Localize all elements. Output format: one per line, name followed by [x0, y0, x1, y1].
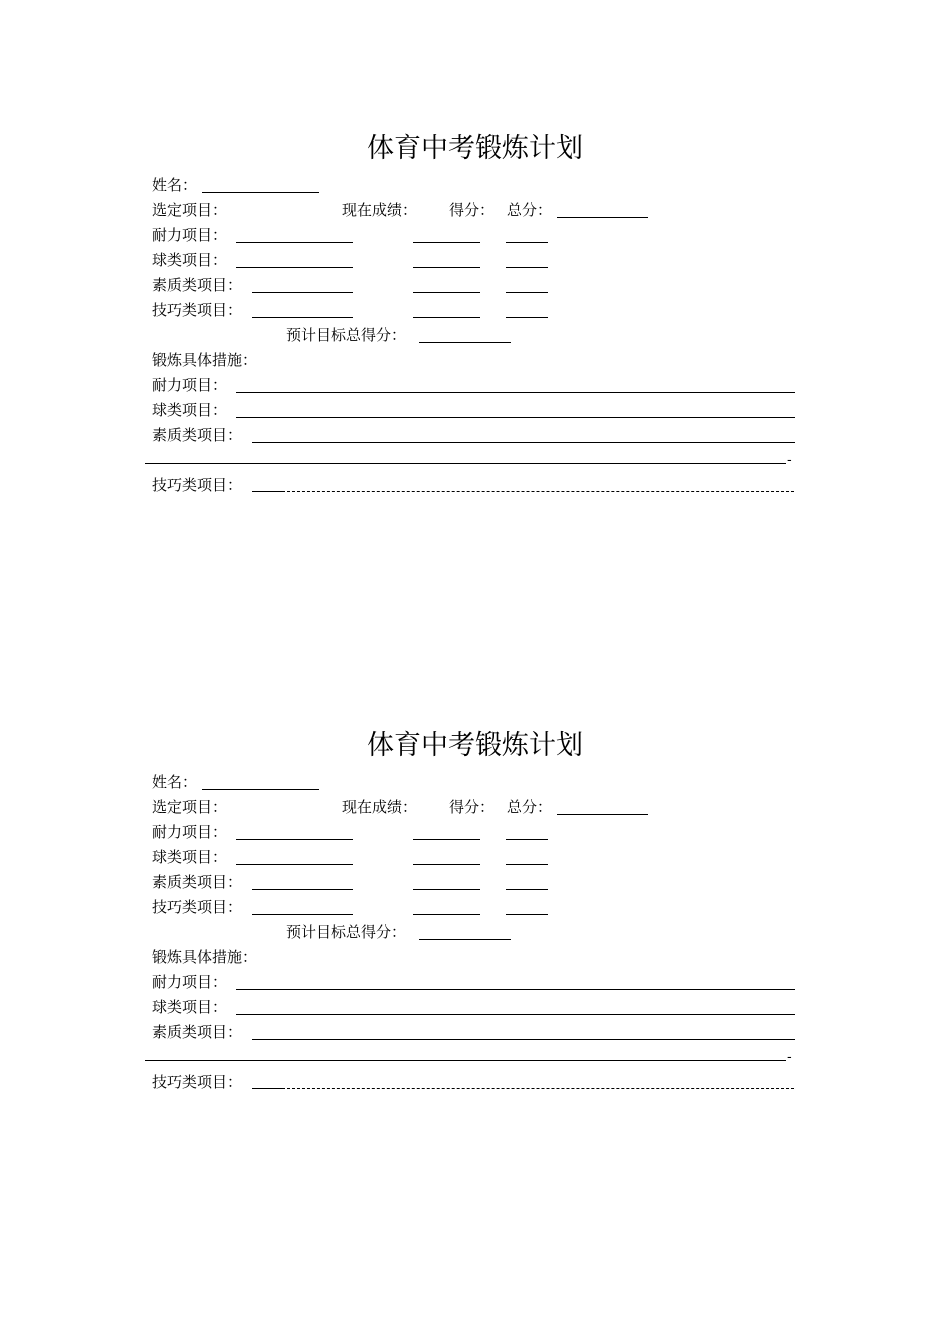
- ball-points-blank[interactable]: [506, 864, 548, 865]
- endurance-blank[interactable]: [236, 242, 353, 243]
- ball-label: 球类项目：: [152, 848, 228, 866]
- ball-blank[interactable]: [236, 864, 353, 865]
- endurance-label: 耐力项目：: [152, 823, 228, 841]
- name-label: 姓名：: [152, 176, 198, 194]
- plan-form-1: [0, 130, 950, 550]
- endurance-label: 耐力项目：: [152, 226, 228, 244]
- points-label: 得分：: [449, 798, 495, 816]
- ball-current-blank[interactable]: [413, 864, 480, 865]
- measure-skill-label: 技巧类项目：: [152, 476, 243, 494]
- plan-form-2: [0, 727, 950, 1147]
- measure-ball-label: 球类项目：: [152, 401, 228, 419]
- measure-endurance-blank[interactable]: [236, 392, 795, 393]
- skill-points-blank[interactable]: [506, 317, 548, 318]
- current-score-label: 现在成绩：: [342, 201, 418, 219]
- target-total-blank[interactable]: [419, 939, 511, 940]
- ball-points-blank[interactable]: [506, 267, 548, 268]
- measure-quality-label: 素质类项目：: [152, 426, 243, 444]
- total-blank[interactable]: [557, 814, 648, 815]
- quality-label: 素质类项目：: [152, 873, 243, 891]
- measure-skill-blank-dashed[interactable]: [282, 491, 794, 492]
- endurance-current-blank[interactable]: [413, 242, 480, 243]
- ball-current-blank[interactable]: [413, 267, 480, 268]
- quality-points-blank[interactable]: [506, 889, 548, 890]
- quality-label: 素质类项目：: [152, 276, 243, 294]
- current-score-label: 现在成绩：: [342, 798, 418, 816]
- skill-blank[interactable]: [252, 914, 353, 915]
- measures-heading: 锻炼具体措施：: [152, 351, 258, 369]
- measure-quality-label: 素质类项目：: [152, 1023, 243, 1041]
- endurance-points-blank[interactable]: [506, 242, 548, 243]
- skill-label: 技巧类项目：: [152, 898, 243, 916]
- measure-ball-label: 球类项目：: [152, 998, 228, 1016]
- quality-blank[interactable]: [252, 292, 353, 293]
- total-label: 总分：: [507, 201, 553, 219]
- name-blank[interactable]: [202, 192, 319, 193]
- total-label: 总分：: [507, 798, 553, 816]
- quality-blank[interactable]: [252, 889, 353, 890]
- endurance-blank[interactable]: [236, 839, 353, 840]
- measure-skill-label: 技巧类项目：: [152, 1073, 243, 1091]
- endurance-points-blank[interactable]: [506, 839, 548, 840]
- measure-skill-blank-solid[interactable]: [252, 491, 282, 492]
- measures-heading: 锻炼具体措施：: [152, 948, 258, 966]
- measure-endurance-label: 耐力项目：: [152, 973, 228, 991]
- quality-points-blank[interactable]: [506, 292, 548, 293]
- ball-blank[interactable]: [236, 267, 353, 268]
- target-total-label: 预计目标总得分：: [286, 923, 407, 941]
- skill-blank[interactable]: [252, 317, 353, 318]
- measure-ball-blank[interactable]: [236, 1014, 795, 1015]
- skill-points-blank[interactable]: [506, 914, 548, 915]
- skill-label: 技巧类项目：: [152, 301, 243, 319]
- measure-skill-blank-dashed[interactable]: [282, 1088, 794, 1089]
- measure-quality-continuation[interactable]: [145, 1060, 786, 1061]
- target-total-blank[interactable]: [419, 342, 511, 343]
- form-title: 体育中考锻炼计划: [367, 133, 583, 164]
- name-blank[interactable]: [202, 789, 319, 790]
- skill-current-blank[interactable]: [413, 914, 480, 915]
- quality-current-blank[interactable]: [413, 292, 480, 293]
- selected-items-label: 选定项目：: [152, 798, 228, 816]
- ball-label: 球类项目：: [152, 251, 228, 269]
- skill-current-blank[interactable]: [413, 317, 480, 318]
- points-label: 得分：: [449, 201, 495, 219]
- measure-endurance-blank[interactable]: [236, 989, 795, 990]
- line-end-mark: -: [787, 1050, 792, 1065]
- measure-ball-blank[interactable]: [236, 417, 795, 418]
- measure-quality-blank[interactable]: [252, 1039, 795, 1040]
- endurance-current-blank[interactable]: [413, 839, 480, 840]
- measure-endurance-label: 耐力项目：: [152, 376, 228, 394]
- measure-quality-blank[interactable]: [252, 442, 795, 443]
- total-blank[interactable]: [557, 217, 648, 218]
- target-total-label: 预计目标总得分：: [286, 326, 407, 344]
- form-title: 体育中考锻炼计划: [367, 730, 583, 761]
- name-label: 姓名：: [152, 773, 198, 791]
- measure-skill-blank-solid[interactable]: [252, 1088, 282, 1089]
- selected-items-label: 选定项目：: [152, 201, 228, 219]
- measure-quality-continuation[interactable]: [145, 463, 786, 464]
- quality-current-blank[interactable]: [413, 889, 480, 890]
- line-end-mark: -: [787, 453, 792, 468]
